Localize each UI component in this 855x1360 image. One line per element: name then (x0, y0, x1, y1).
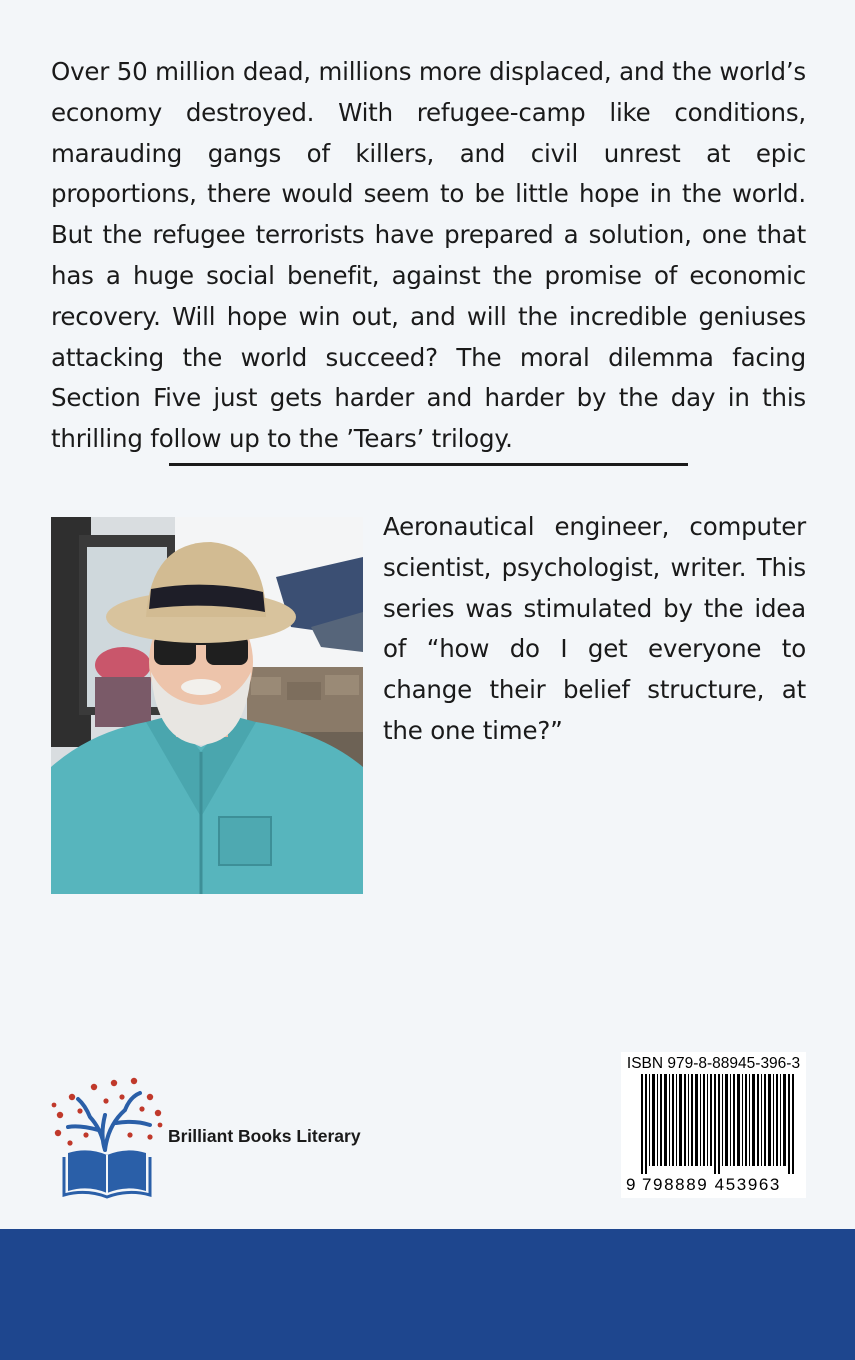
back-cover-blurb: Over 50 million dead, millions more displaced, and the world’s economy destroyed. With refugee-camp like conditions, marauding gangs of killers, and civil unrest at epic proportions, there would seem to be little hope in the world. But the refugee terrorists have prepared a solution, one that has a huge social benefit, against the promise of economic recovery. Will hope win out, and will the incredible geniuses attacking the world succeed? The moral dilemma facing Section Five just gets harder and harder by the day in this thrilling follow up to the ’Tears’ trilogy. (51, 57, 806, 454)
section-divider (169, 463, 688, 466)
isbn-label: ISBN 979-8-88945-396-3 (626, 1055, 801, 1072)
isbn-barcode (621, 1052, 806, 1198)
barcode-bars (621, 1074, 806, 1174)
author-portrait-icon (51, 517, 363, 894)
footer-band (0, 1229, 855, 1360)
publisher-block (50, 1075, 390, 1200)
book-tree-stars-icon (50, 1075, 165, 1200)
isbn-digits: 798889 453963 (642, 1175, 781, 1194)
author-photo (51, 517, 363, 894)
publisher-name: Brilliant Books Literary (168, 1126, 361, 1146)
author-bio: Aeronautical engineer, computer scientist, psychologist, writer. This series was stimulated by the idea of “how do I get everyone to change their belief structure, at the one time?” (383, 512, 806, 745)
isbn-first-digit: 9 (626, 1175, 636, 1194)
